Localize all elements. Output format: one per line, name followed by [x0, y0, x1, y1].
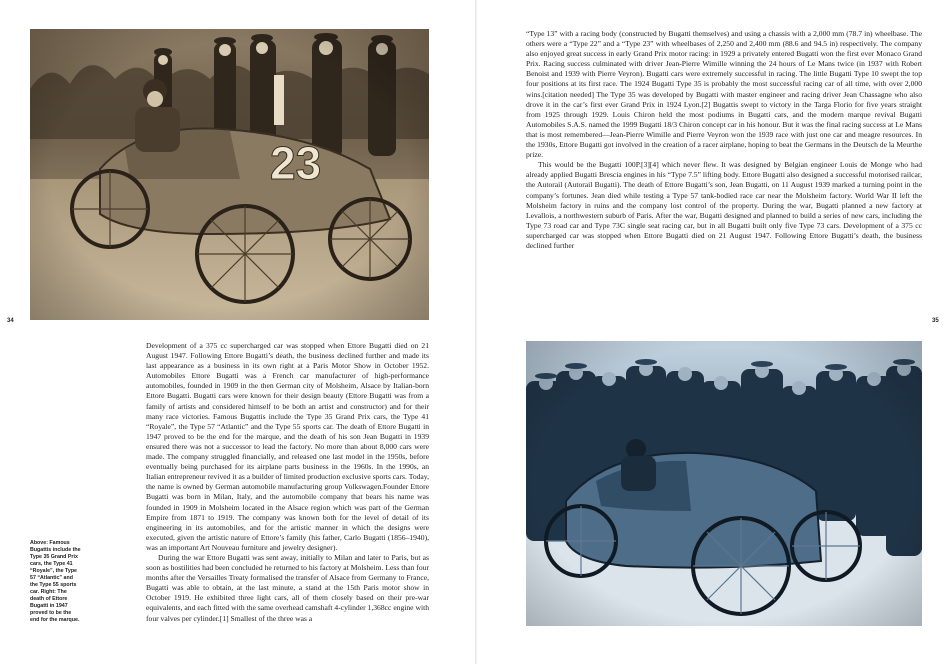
- blue-photo-illustration: [526, 341, 922, 626]
- body-text-top-right: [526, 29, 922, 320]
- blue-toned-race-crowd-photo: [526, 341, 922, 626]
- paragraph: During the war Ettore Bugatti was sent away, initially to Milan and later to Paris, but as soon as hostilities had been concluded he returned to his factory at Molsheim. Less than four months after the Versailles Treaty formalised the transfer of Alsace from Germany to France, Bugatti was able to obtain, at the last minute, a stand at the 15th Paris motor show in October 1919. He exhibited three light cars, all of them closely based on their pre-war equivalents, and each fitted with the same overhead camshaft 4-cylinder 1,368cc engine with four valves per cylinder.[1] Smallest of the three was a: [146, 552, 429, 623]
- sepia-race-car-photo: [30, 29, 429, 320]
- body-text-bottom-left: [146, 341, 429, 625]
- sepia-photo-illustration: [30, 29, 429, 320]
- paragraph: “Type 13” with a racing body (constructed by Bugatti themselves) and using a chassis with a 2,000 mm (78.7 in) wheelbase. The others were a “Type 22” and a “Type 23” with wheelbases of 2,250 and 2,400 mm (88.6 and 94.5 in) respectively. The company also enjoyed great success in early Grand Prix motor racing: in 1929 a privately entered Bugatti won the first ever Monaco Grand Prix. Racing success culminated with driver Jean-Pierre Wimille winning the 24 hours of Le Mans twice (in 1937 with Robert Benoist and 1939 with Pierre Veyron). Bugatti cars were extremely successful in racing. The little Bugatti Type 10 swept the top four positions at its first race. The 1924 Bugatti Type 35 is probably the most successful racing car of all time, with over 2,000 wins.[citation needed] The Type 35 was developed by Bugatti with master engineer and racing driver Jean Chassagne who also drove it in the car’s first ever Grand Prix in 1924 Lyon.[2] Bugattis swept to victory in the Targa Florio for five years straight from 1925 through 1929. Louis Chiron held the most podiums in Bugatti cars, and the modern marque revival Bugatti Automobiles S.A.S. named the 1999 Bugatti 18/3 Chiron concept car in his honour. But it was the final racing success at Le Mans that is most remembered—Jean-Pierre Wimille and Pierre Veyron won the 1939 race with just one car and meagre resources. In the 1930s, Ettore Bugatti got involved in the creation of a racer airplane, hoping to beat the Germans in the Deutsch de la Meurthe prize.: [526, 29, 922, 160]
- paragraph: Development of a 375 cc supercharged car was stopped when Ettore Bugatti died on 21 August 1947. Following Ettore Bugatti’s death, the business declined further and made its last appearance as a business in its own right at a Paris Motor Show in October 1952. Automobiles Ettore Bugatti was a French car manufacturer of high-performance automobiles, founded in 1909 in the then German city of Molsheim, Alsace by Italian-born Ettore Bugatti. Bugatti cars were known for their design beauty (Ettore Bugatti was from a family of artists and considered himself to be both an artist and constructor) and for their many race victories. Famous Bugattis include the Type 35 Grand Prix cars, the Type 41 “Royale”, the Type 57 “Atlantic” and the Type 55 sports car. The death of Ettore Bugatti in 1947 proved to be the end for the marque, and the death of his son Jean Bugatti in 1939 ensured there was not a successor to lead the factory. No more than about 8,000 cars were made. The company struggled financially, and released one last model in the 1950s, before eventually being purchased for its airplane parts business in the 1960s. In the 1990s, an Italian entrepreneur revived it as a builder of limited production exclusive sports cars. Today, the name is owned by German automobile manufacturing group Volkswagen.Founder Ettore Bugatti was born in Milan, Italy, and the automobile company that bears his name was founded in 1909 in Molsheim located in the Alsace region which was part of the German Empire from 1871 to 1919. The company was known both for the level of detail of its engineering in its automobiles, and for the artistic manner in which the designs were executed, given the artistic nature of Ettore’s family (his father, Carlo Bugatti (1856–1940), was an important Art Nouveau furniture and jewelry designer).: [146, 341, 429, 552]
- page-number-left: 34: [7, 318, 14, 324]
- photo-caption: Above: Famous Bugattis include the Type 35 Grand Prix cars, the Type 41 “Royale”, the Type 57 “Atlantic” and the Type 55 sports car. Right: The death of Ettore Bugatti in 1947 proved to be the end for the marque.: [30, 540, 81, 623]
- paragraph: This would be the Bugatti 100P.[3][4] which never flew. It was designed by Belgian engineer Louis de Monge who had already applied Bugatti Brescia engines in his “Type 7.5” lifting body. Ettore Bugatti also designed a successful motorised railcar, the Autorail (Autorail Bugatti). The death of Ettore Bugatti’s son, Jean Bugatti, on 11 August 1939 marked a turning point in the company’s fortunes. Jean died while testing a Type 57 tank-bodied race car near the Molsheim factory. World War II left the Molsheim factory in ruins and the company lost control of the property. During the war, Bugatti planned a new factory at Levallois, a northwestern suburb of Paris. After the war, Bugatti designed and planned to build a series of new cars, including the Type 73 road car and Type 73C single seat racing car, but in all Bugatti built only five Type 73 cars. Development of a 375 cc supercharged car was stopped when Ettore Bugatti died on 21 August 1947. Following Ettore Bugatti’s death, the business declined further: [526, 160, 922, 250]
- page-number-right: 35: [932, 318, 939, 324]
- spine-gutter: [475, 0, 477, 664]
